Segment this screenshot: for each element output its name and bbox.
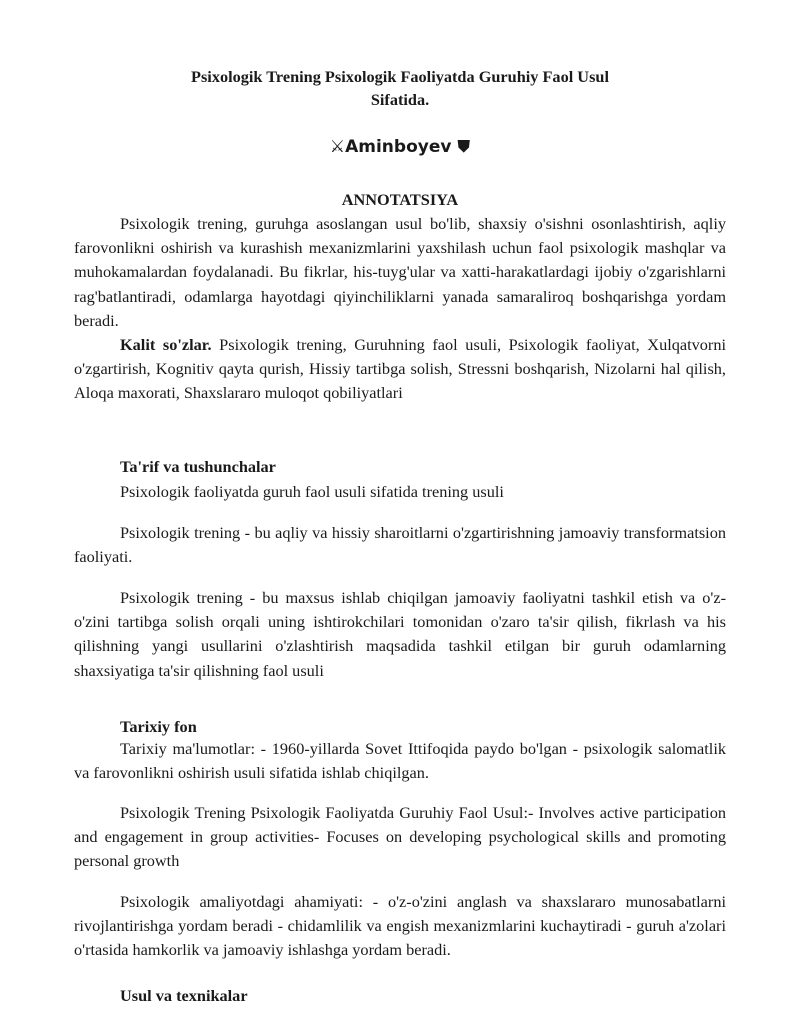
section-heading-definitions: Ta'rif va tushunchalar bbox=[120, 457, 276, 476]
history-paragraph-3: Psixologik amaliyotdagi ahamiyati: - o'z-o'zini anglash va shaxslararo munosabatlarni rivojlantirishga yordam beradi - chidamlilik va engish mexanizmlarini kuchaytiradi - guruh a'zolari o'rtasida hamkorlik va jamoaviy ishlashga yordam beradi. bbox=[74, 892, 726, 960]
author-name: Aminboyev bbox=[345, 137, 452, 157]
title-line-1: Psixologik Trening Psixologik Faoliyatda Guruhiy Faol Usul bbox=[191, 67, 609, 86]
document-title bbox=[0, 65, 800, 111]
keywords-list: Psixologik trening, Guruhning faol usuli, Psixologik faoliyat, Xulqatvorni o'zgartirish, Kognitiv qayta qurish, Hissiy tartibga solish, Stressni boshqarish, Nizolarni hal qilish, Aloqa maxorati, Shaxslararo muloqot qobiliyatlari bbox=[74, 335, 726, 403]
section-subtitle-line: Psixologik faoliyatda guruh faol usuli sifatida trening usuli bbox=[120, 482, 504, 501]
annotation-heading: ANNOTATSIYA bbox=[341, 190, 459, 209]
crossed-swords-icon: ⚔ bbox=[329, 137, 346, 157]
author-line bbox=[0, 136, 800, 158]
keywords-paragraph bbox=[74, 333, 726, 406]
definition-paragraph-1: Psixologik trening - bu aqliy va hissiy sharoitlarni o'zgartirishning jamoaviy transformatsion faoliyati. bbox=[74, 523, 726, 567]
definition-paragraph-2: Psixologik trening - bu maxsus ishlab chiqilgan jamoaviy faoliyatni tashkil etish va o'z-o'zini tartibga solish orqali uning ishtirokchilari tomonidan o'zaro ta'sir qilish, fikrlash va his qilishning yangi usullarini o'zlashtirish maqsadida tashkil etilgan bir guruh odamlarning shaxsiyatiga ta'sir qilishning faol usuli bbox=[74, 588, 726, 680]
section-heading-methods: Usul va texnikalar bbox=[120, 986, 248, 1005]
history-paragraph-2: Psixologik Trening Psixologik Faoliyatda Guruhiy Faol Usul:- Involves active participation and engagement in group activities- Focuses on developing psychological skills and promoting personal growth bbox=[74, 803, 726, 871]
history-paragraph-1: Tarixiy ma'lumotlar: - 1960-yillarda Sovet Ittifoqida paydo bo'lgan - psixologik salomatlik va farovonlikni oshirish usuli sifatida ishlab chiqilgan. bbox=[74, 739, 726, 783]
section-heading-history: Tarixiy fon bbox=[120, 717, 197, 736]
keywords-label: Kalit so'zlar. bbox=[120, 335, 212, 354]
annotation-paragraph: Psixologik trening, guruhga asoslangan usul bo'lib, shaxsiy o'sishni osonlashtirish, aqliy farovonlikni oshirish va kurashish mexanizmlarini yaxshilash uchun faol psixologik mashqlar va muhokamalardan foydalanadi. Bu fikrlar, his-tuyg'ular va xatti-harakatlardagi ijobiy o'zgarishlarni rag'batlantiradi, odamlarga hayotdagi qiyinchiliklarni yanada samaraliroq boshqarishga yordam beradi. bbox=[74, 214, 726, 330]
shield-icon: ⛊ bbox=[457, 137, 471, 157]
title-line-2: Sifatida. bbox=[370, 90, 430, 109]
